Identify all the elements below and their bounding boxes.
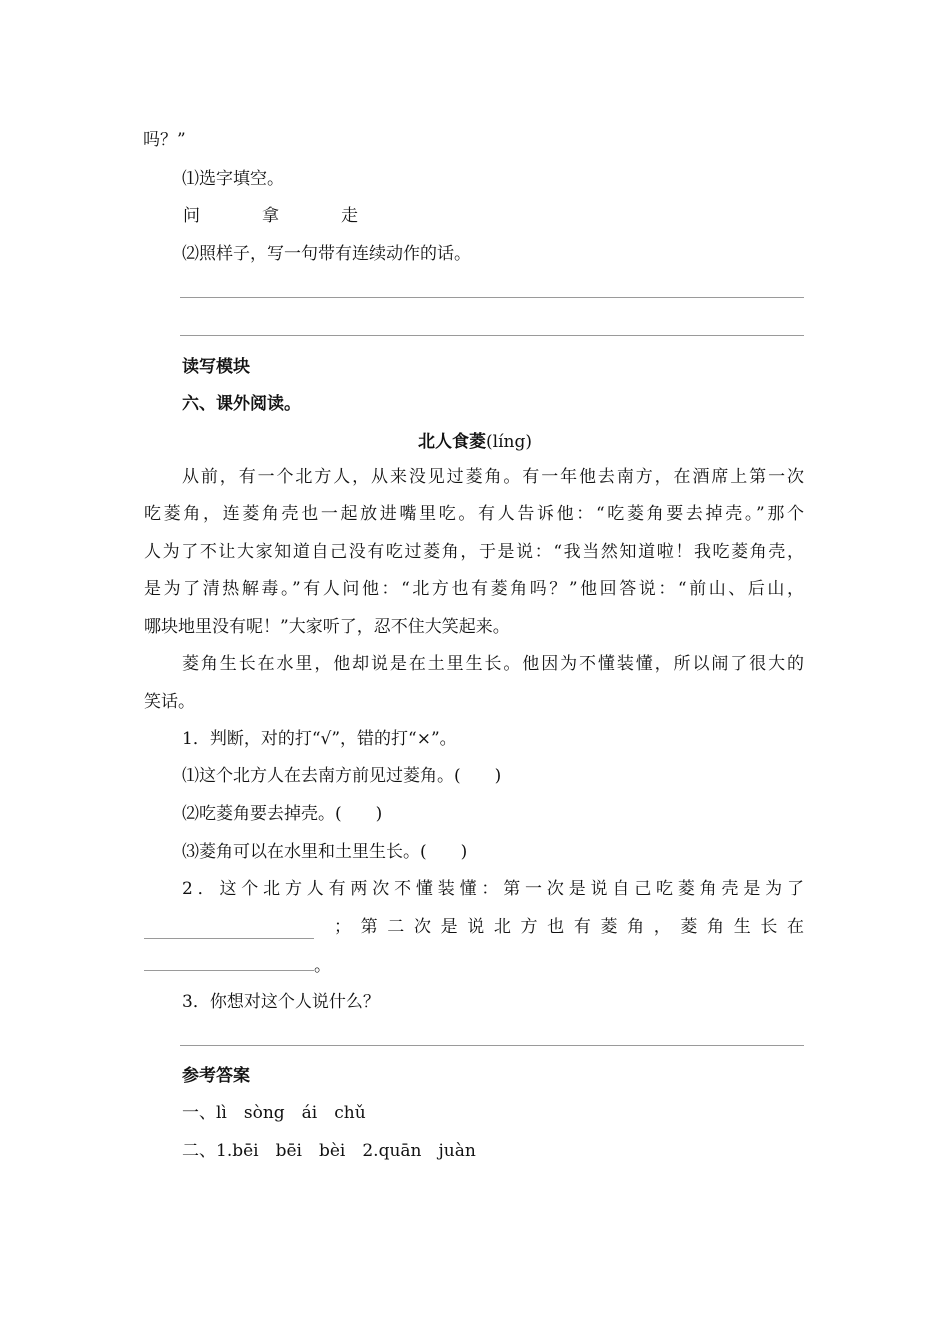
judge-question: 1．判断，对的打“√”，错的打“×”。 bbox=[182, 729, 457, 749]
story-line: 吃菱角，连菱角壳也一起放进嘴里吃。有人告诉他：“吃菱角要去掉壳。”那个 bbox=[144, 504, 804, 524]
story-line: 从前，有一个北方人，从来没见过菱角。有一年他去南方，在酒席上第一次 bbox=[182, 467, 804, 487]
judge-item: ⑵吃菱角要去掉壳。( ) bbox=[182, 804, 383, 824]
choice-word: 问 bbox=[183, 206, 200, 226]
fill-question-line bbox=[144, 915, 804, 939]
answer-line bbox=[180, 297, 804, 298]
continuation-text: 吗？” bbox=[143, 130, 186, 150]
story-title-text: 北人食菱 bbox=[418, 432, 486, 452]
fill-question-text: ；第二次是说北方也有菱角，菱角生长在 bbox=[334, 917, 804, 937]
story-line: 菱角生长在水里，他却说是在土里生长。他因为不懂装懂，所以闹了很大的 bbox=[182, 654, 804, 674]
fill-blank[interactable] bbox=[144, 920, 314, 939]
story-line: 笑话。 bbox=[144, 692, 195, 712]
judge-item: ⑶菱角可以在水里和土里生长。( ) bbox=[182, 842, 468, 862]
story-line: 人为了不让大家知道自己没有吃过菱角，于是说：“我当然知道啦！我吃菱角壳， bbox=[144, 542, 804, 562]
answer-line bbox=[180, 1045, 804, 1046]
question-select-word: ⑴选字填空。 bbox=[182, 169, 284, 189]
module-heading: 读写模块 bbox=[182, 357, 250, 377]
story-title-pinyin: (líng) bbox=[486, 432, 532, 452]
question-write-sentence: ⑵照样子，写一句带有连续动作的话。 bbox=[182, 244, 471, 264]
answer-line bbox=[180, 335, 804, 336]
story-line: 哪块地里没有呢！”大家听了，忍不住大笑起来。 bbox=[144, 617, 510, 637]
judge-item: ⑴这个北方人在去南方前见过菱角。( ) bbox=[182, 766, 502, 786]
fill-question-end: 。 bbox=[314, 956, 331, 976]
answer-two: 二、1.bēi bēi bèi 2.quān juàn bbox=[182, 1141, 476, 1161]
answers-heading: 参考答案 bbox=[182, 1066, 250, 1086]
fill-question-line: 2．这个北方人有两次不懂装懂：第一次是说自己吃菱角壳是为了 bbox=[182, 879, 804, 899]
fill-blank[interactable] bbox=[144, 952, 314, 971]
choice-word: 拿 bbox=[262, 206, 279, 226]
fill-question-line bbox=[144, 952, 331, 978]
choice-word: 走 bbox=[341, 206, 358, 226]
story-title bbox=[0, 430, 950, 454]
open-question: 3．你想对这个人说什么？ bbox=[182, 992, 380, 1012]
section-heading: 六、课外阅读。 bbox=[182, 394, 301, 414]
word-choices bbox=[183, 204, 358, 228]
answer-one: 一、lì sòng ái chǔ bbox=[182, 1103, 366, 1123]
story-line: 是为了清热解毒。”有人问他：“北方也有菱角吗？”他回答说：“前山、后山， bbox=[144, 579, 804, 599]
